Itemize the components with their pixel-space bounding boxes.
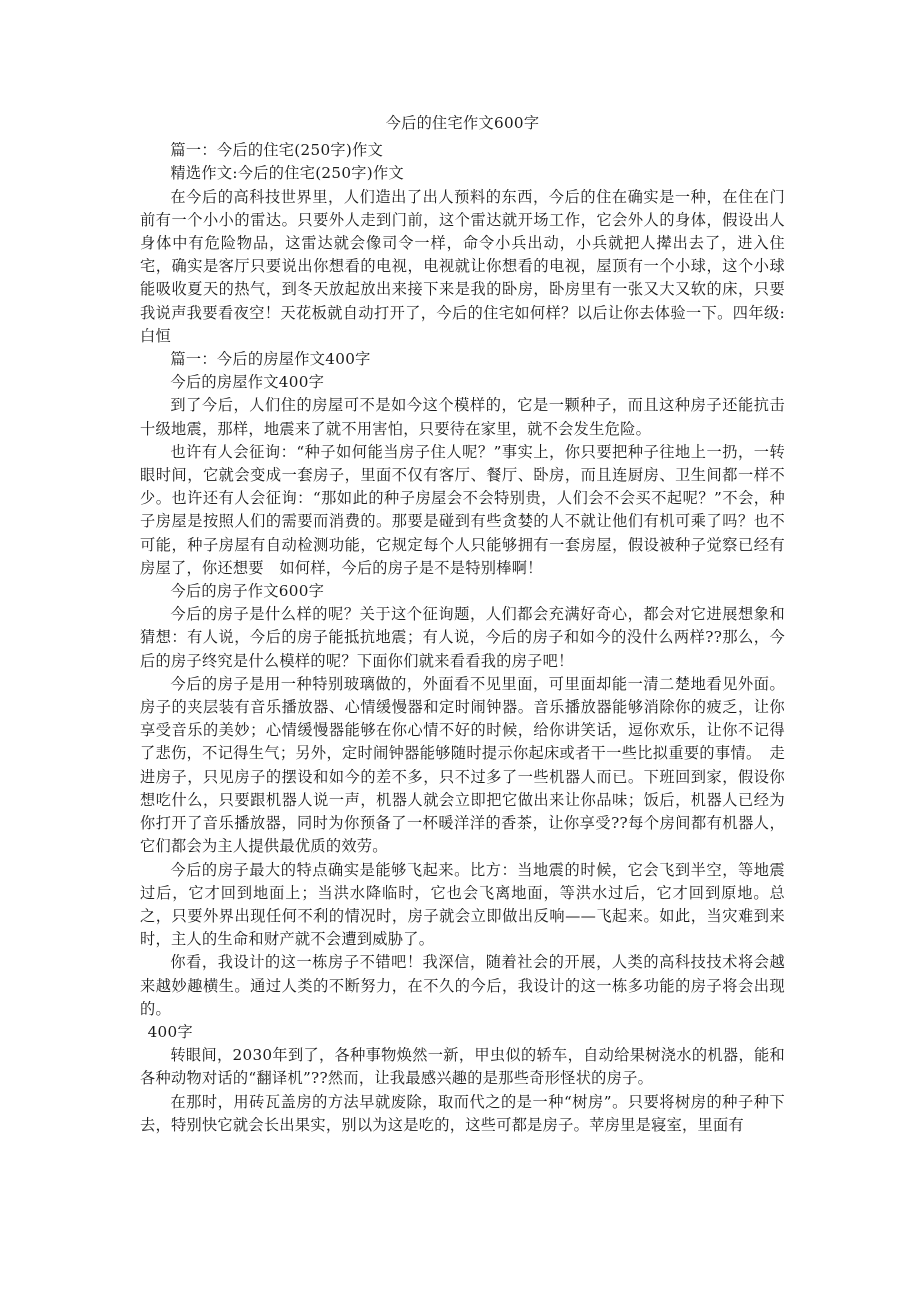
paragraph: 篇一：今后的住宅(250字)作文 <box>170 141 384 160</box>
document-page <box>140 112 785 1137</box>
paragraph: 精选作文:今后的住宅(250字)作文 <box>170 164 404 183</box>
paragraph: 400字 <box>147 1022 193 1041</box>
paragraph: 篇一：今后的房屋作文400字 <box>170 350 371 369</box>
paragraph: 今后的房子最大的特点确实是能够飞起来。比方：当地震的时候，它会飞到半空，等地震过后，它才回到地面上；当洪水降临时，它也会飞离地面，等洪水过后，它才回到原地。总之，只要外界出现任何不利的情况时，房子就会立即做出反响——飞起来。如此，当灾难到来时，主人的生命和财产就不会遭到威胁了。 <box>140 860 785 949</box>
paragraph: 今后的房屋作文400字 <box>170 373 325 392</box>
paragraph: 也许有人会征询：“种子如何能当房子住人呢？”事实上，你只要把种子往地上一扔，一转眼时间，它就会变成一套房子，里面不仅有客厅、餐厅、卧房，而且连厨房、卫生间都一样不少。也许还有人会征询：“那如此的种子房屋会不会特别贵，人们会不会买不起呢？”不会，种子房屋是按照人们的需要而消费的。那要是碰到有些贪婪的人不就让他们有机可乘了吗？也不可能，种子房屋有自动检测功能，它规定每个人只能够拥有一套房屋，假设被种子觉察已经有房屋了，你还想要 如何样，今后的房子是不是特别棒啊！ <box>140 442 785 577</box>
paragraph: 到了今后，人们住的房屋可不是如今这个模样的，它是一颗种子，而且这种房子还能抗击十级地震，那样，地震来了就不用害怕，只要待在家里，就不会发生危险。 <box>140 396 785 438</box>
paragraph: 今后的房子作文600字 <box>170 582 325 601</box>
paragraph: 今后的房子是用一种特别玻璃做的，外面看不见里面，可里面却能一清二楚地看见外面。房子的夹层装有音乐播放器、心情缓慢器和定时闹钟器。音乐播放器能够消除你的疲乏，让你享受音乐的美妙；心情缓慢器能够在你心情不好的时候，给你讲笑话，逗你欢乐，让你不记得了悲伤，不记得生气；另外，定时闹钟器能够随时提示你起床或者干一些比拟重要的事情。 走进房子，只见房子的摆设和如今的差不多，只不过多了一些机器人而已。下班回到家，假设你想吃什么，只要跟机器人说一声，机器人就会立即把它做出来让你品味；饭后，机器人已经为你打开了音乐播放器，同时为你预备了一杯暖洋洋的香茶，让你享受??每个房间都有机器人，它们都会为主人提供最优质的效劳。 <box>140 674 785 856</box>
paragraph: 今后的房子是什么样的呢？关于这个征询题，人们都会充满好奇心，都会对它进展想象和猜想：有人说，今后的房子能抵抗地震；有人说，今后的房子和如今的没什么两样??那么，今后的房子终究是什么模样的呢？下面你们就来看看我的房子吧！ <box>140 605 785 670</box>
paragraph: 转眼间，2030年到了，各种事物焕然一新，甲虫似的轿车，自动给果树浇水的机器，能和各种动物对话的“翻译机”??然而，让我最感兴趣的是那些奇形怪状的房子。 <box>140 1046 785 1088</box>
document-title: 今后的住宅作文600字 <box>385 114 540 132</box>
paragraph: 你看，我设计的这一栋房子不错吧！我深信，随着社会的开展，人类的高科技技术将会越来越妙趣横生。通过人类的不断努力，在不久的今后，我设计的这一栋多功能的房子将会出现的。 <box>140 953 785 1018</box>
paragraph: 在那时，用砖瓦盖房的方法早就废除，取而代之的是一种“树房”。只要将树房的种子种下去，特别快它就会长出果实，别以为这是吃的，这些可都是房子。苹房里是寝室，里面有 <box>140 1092 785 1134</box>
paragraph: 在今后的高科技世界里，人们造出了出人预料的东西，今后的住在确实是一种，在住在门前有一个小小的雷达。只要外人走到门前，这个雷达就开场工作，它会外人的身体，假设出人身体中有危险物品，这雷达就会像司令一样，命令小兵出动，小兵就把人撵出去了，进入住宅，确实是客厅只要说出你想看的电视，电视就让你想看的电视，屋顶有一个小球，这个小球能吸收夏天的热气，到冬天放起放出来接下来是我的卧房，卧房里有一张又大又软的床，只要我说声我要看夜空！天花板就自动打开了，今后的住宅如何样？以后让你去体验一下。四年级:白恒 <box>140 187 785 345</box>
